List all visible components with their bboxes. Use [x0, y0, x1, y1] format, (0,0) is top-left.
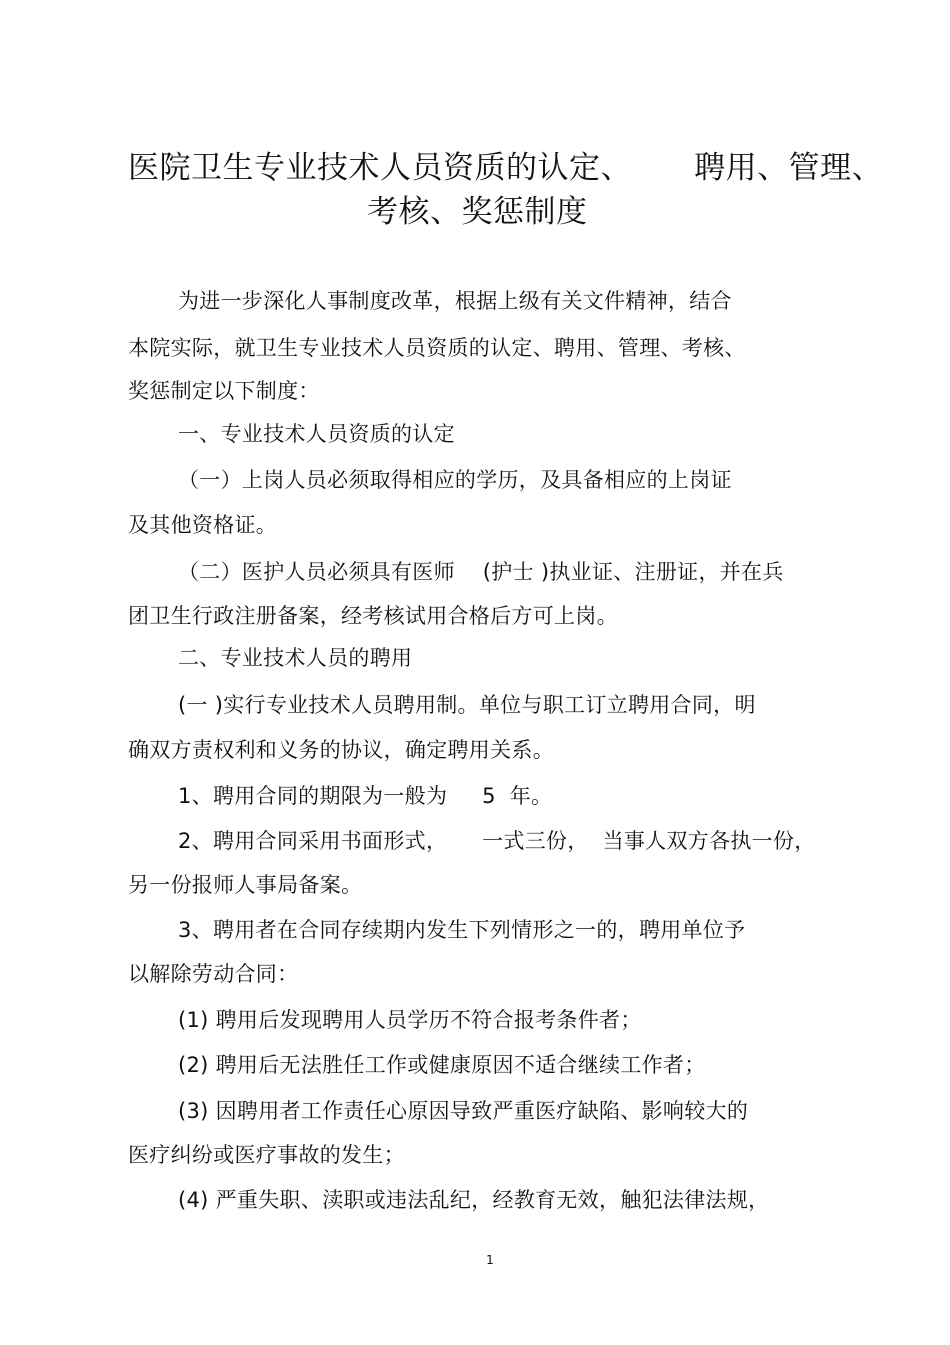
paragraph-line: 2、聘用合同采用书面形式， 一式三份， 当事人双方各执一份， [178, 829, 816, 853]
list-item: (4) 严重失职、渎职或违法乱纪，经教育无效，触犯法律法规， [178, 1188, 770, 1212]
document-title-line-2: 考核、奖惩制度 [367, 194, 588, 230]
list-item: (2) 聘用后无法胜任工作或健康原因不适合继续工作者； [178, 1053, 706, 1077]
document-title-line-1: 医院卫生专业技术人员资质的认定、 聘用、管理、 [128, 150, 884, 186]
section-heading: 一、专业技术人员资质的认定 [178, 422, 455, 446]
list-item: (1) 聘用后发现聘用人员学历不符合报考条件者； [178, 1008, 642, 1032]
paragraph-line: 以解除劳动合同： [128, 962, 299, 986]
paragraph-line: 3、聘用者在合同存续期内发生下列情形之一的，聘用单位予 [178, 918, 746, 942]
paragraph-line: 为进一步深化人事制度改革，根据上级有关文件精神，结合 [178, 289, 732, 313]
paragraph-line: 奖惩制定以下制度： [128, 379, 320, 403]
paragraph-line: 团卫生行政注册备案，经考核试用合格后方可上岗。 [128, 604, 618, 628]
paragraph-line: （二）医护人员必须具有医师 (护士 )执业证、注册证，并在兵 [178, 560, 784, 584]
paragraph-line: (一 )实行专业技术人员聘用制。单位与职工订立聘用合同，明 [178, 693, 756, 717]
paragraph-line: （一）上岗人员必须取得相应的学历，及具备相应的上岗证 [178, 468, 732, 492]
paragraph-line: 及其他资格证。 [128, 513, 278, 537]
section-heading: 二、专业技术人员的聘用 [178, 646, 413, 670]
paragraph-line: 医疗纠纷或医疗事故的发生； [128, 1143, 405, 1167]
paragraph-line: 1、聘用合同的期限为一般为 5 年。 [178, 784, 553, 808]
paragraph-line: 本院实际，就卫生专业技术人员资质的认定、聘用、管理、考核、 [128, 336, 746, 360]
paragraph-line: 确双方责权利和义务的协议，确定聘用关系。 [128, 738, 554, 762]
paragraph-line: 另一份报师人事局备案。 [128, 873, 363, 897]
page-number: 1 [486, 1253, 494, 1267]
list-item: (3) 因聘用者工作责任心原因导致严重医疗缺陷、影响较大的 [178, 1099, 749, 1123]
